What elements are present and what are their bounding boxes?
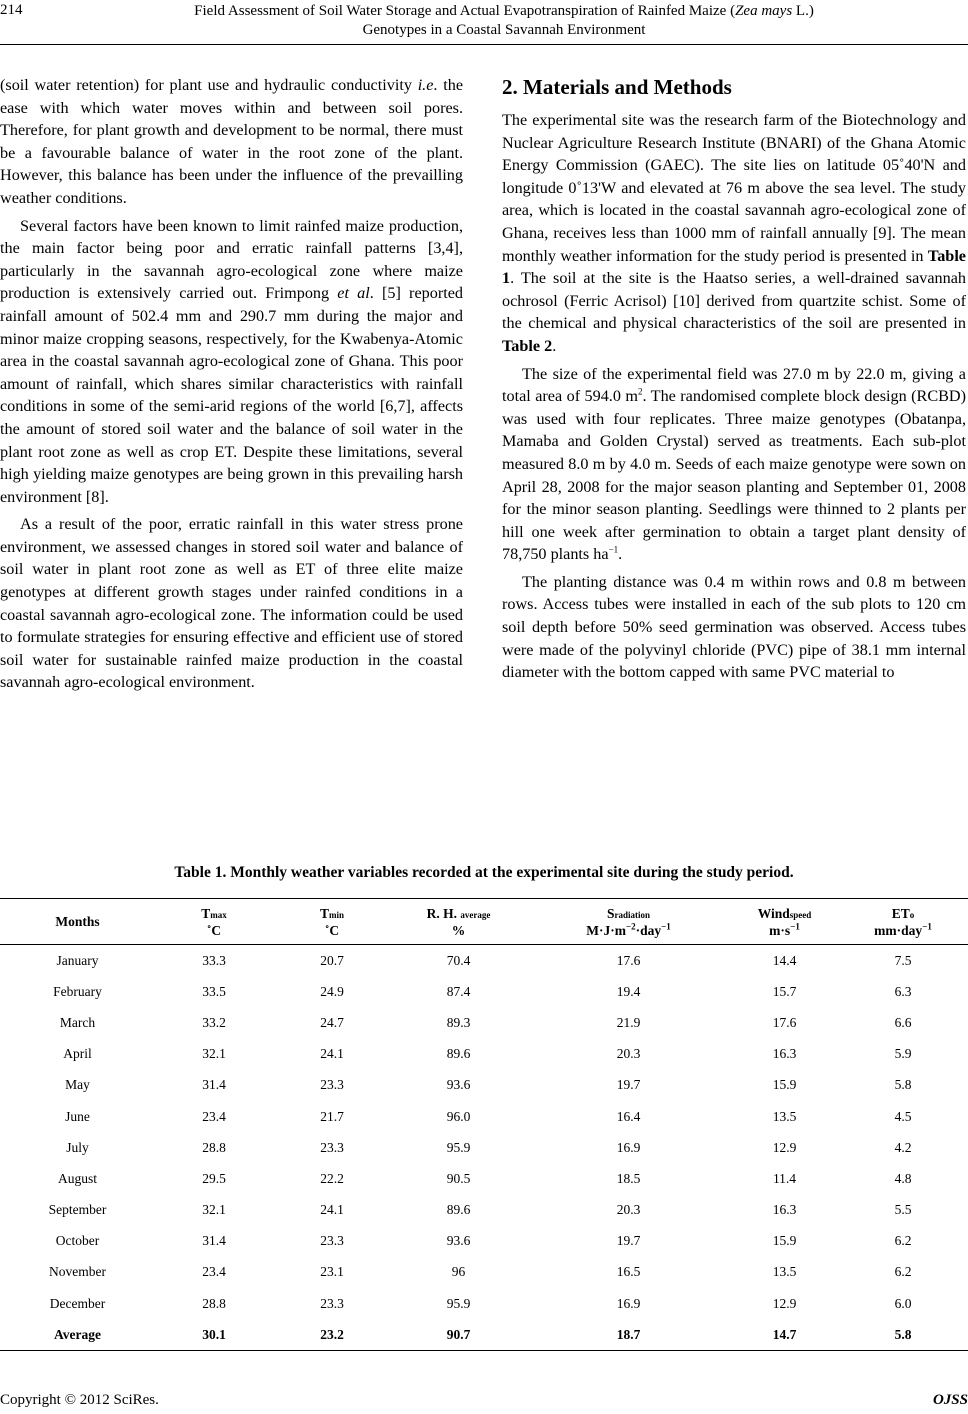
cell-radiation: 16.9 [616,1139,641,1155]
cell-wind: 13.5 [772,1108,797,1124]
running-title-species: Zea mays [735,3,793,19]
cell-eto: 6.2 [894,1233,912,1249]
cell-tmax: 32.1 [202,1046,226,1062]
cell-radiation: 16.5 [616,1264,641,1280]
header-subscript: min [329,909,345,920]
table-reference[interactable]: Table 2 [502,336,553,355]
cell-rh: 96.0 [446,1108,471,1124]
cell-eto: 4.8 [894,1170,912,1186]
cell-eto: 7.5 [894,952,912,968]
text-run: . [618,545,623,564]
cell-radiation: 20.3 [616,1046,641,1062]
cell-month: September [48,1202,107,1218]
cell-wind: 15.7 [772,983,797,999]
table-row [0,945,968,977]
cell-wind: 13.5 [772,1264,797,1280]
cell-wind: 16.3 [772,1046,797,1062]
header-symbol: ET [891,905,910,921]
cell-radiation: 19.4 [616,983,641,999]
running-title-part1: Field Assessment of Soil Water Storage and Actual Evapotranspiration of Rainfed Maize ( [194,3,736,19]
average-cell-month: Average [54,1326,101,1342]
cell-tmax: 23.4 [202,1264,226,1280]
average-cell-wind: 14.7 [772,1326,797,1342]
cell-month: May [65,1077,90,1093]
header-rule [0,44,968,45]
header-subscript: radiation [614,909,651,920]
text-run: . [5] reported rainfall amount of 502.4 mm and 290.7 mm during the major and minor maize cropping seasons, respectively, for the Kwabenya-Atomic area in the coastal savannah agro-ecological zone of Ghana. This poor amount of rainfall, which shares similar characteristics with rainfall conditions in some of the semi-arid regions of the world [6,7], affects the amount of stored soil water and the balance of soil water in the plant root zone as well as crop ET. Despite these limitations, several high yielding maize genotypes are being grown in this prevailing harsh environment [8]. [0,284,463,506]
average-cell-tmin: 23.2 [320,1326,344,1342]
running-title-part1-end: L.) [792,3,814,19]
cell-wind: 12.9 [772,1295,797,1311]
cell-radiation: 17.6 [616,952,641,968]
table-caption: Table 1. Monthly weather variables recorded at the experimental site during the study period. [174,864,794,881]
text-run: . The soil at the site is the Haatso series, a well-drained savannah ochrosol (Ferric Acrisol) [10] derived from quartzite schist. Some of the chemical and physical characteristics of the soil are presented in [502,269,966,333]
table-row [0,1101,968,1132]
text-run: Several factors have been known to limit rainfed maize production, the main factor being poor and erratic rainfall patterns [3,4], particularly in the savannah agro-ecological zone where maize production is extensively carried out. Frimpong [0,216,463,303]
table-row [0,1039,968,1070]
left-paragraph-2 [0,215,463,509]
cell-radiation: 21.9 [616,1014,641,1030]
page-number: 214 [0,2,23,18]
cell-eto: 6.2 [894,1264,912,1280]
cell-wind: 11.4 [772,1170,797,1186]
cell-radiation: 16.9 [616,1295,641,1311]
header-unit: % [451,922,466,938]
cell-month: November [49,1264,106,1280]
text-run: The size of the experimental field was 27.0 m by 22.0 m, giving a total area of 594.0 m [502,364,966,406]
table-row [0,1257,968,1288]
text-run: . [552,336,557,355]
cell-radiation: 16.4 [616,1108,641,1124]
cell-tmin: 23.3 [320,1233,344,1249]
cell-tmin: 24.1 [320,1202,344,1218]
average-cell-eto: 5.8 [894,1326,912,1342]
table-body [0,945,968,1351]
cell-tmax: 31.4 [202,1077,226,1093]
cell-month: December [49,1295,106,1311]
header-symbol: T [319,905,329,921]
table-row [0,1288,968,1319]
table-header-row [0,899,968,945]
average-cell-rh: 90.7 [446,1326,471,1342]
table-average-row [0,1319,968,1351]
text-run: The experimental site was the research farm of the Biotechnology and Nuclear Agriculture Research Institute (BNARI) of the Ghana Atomic Energy Commission (GAEC). The site lies on latitude 05˚40'N and longitude 0˚13'W and elevated at 76 m above the sea level. The study area, which is located in the coastal savannah agro-ecological zone of Ghana, receives less than 1000 mm of rainfall annually [9]. The mean monthly weather information for the study period is presented in [502,111,966,265]
text-run: . The randomised complete block design (RCBD) was used with four replicates. Three maize genotypes (Obatanpa, Mamaba and Golden Crystal) served as treatments. Each sub-plot measured 8.0 m by 4.0 m. Seeds of each maize genotype were sown on April 28, 2008 for the major season planting and September 01, 2008 for the minor season planting. Seedlings were thinned to 2 plants per hill one week after germination to obtain a target plant density of 78,750 plants ha [502,387,966,564]
text-run: . the ease with which water moves within and between soil pores. Therefore, for plant growth and development to be normal, there must be a favourable balance of water in the root zone of the plant. However, this balance has been under the influence of the prevailling weather conditions. [0,76,463,207]
cell-tmax: 28.8 [202,1295,226,1311]
weather-table [0,898,968,1351]
cell-wind: 16.3 [772,1202,797,1218]
table-row [0,1132,968,1163]
header-symbol: T [201,905,211,921]
average-cell-tmax: 30.1 [202,1326,226,1342]
right-paragraph-2 [502,363,966,566]
cell-eto: 6.0 [894,1295,912,1311]
cell-tmin: 24.9 [320,983,344,999]
cell-tmin: 24.7 [320,1014,344,1030]
header-unit: ·day [635,922,662,938]
cell-wind: 17.6 [772,1014,797,1030]
cell-tmin: 22.2 [320,1170,344,1186]
cell-eto: 4.5 [894,1108,912,1124]
cell-tmin: 23.1 [320,1264,344,1280]
cell-radiation: 20.3 [616,1202,641,1218]
cell-rh: 89.3 [446,1014,471,1030]
cell-tmax: 33.3 [202,952,226,968]
cell-rh: 95.9 [446,1295,471,1311]
cell-wind: 15.9 [772,1077,797,1093]
header-radiation [526,899,731,945]
cell-tmax: 28.8 [202,1139,226,1155]
header-tmax [155,899,273,945]
cell-tmin: 20.7 [320,952,344,968]
cell-eto: 6.3 [894,983,912,999]
cell-eto: 6.6 [894,1014,912,1030]
cell-month: April [63,1046,92,1062]
cell-tmin: 23.3 [320,1077,344,1093]
header-unit: M·J·m [586,922,626,938]
table-row [0,1195,968,1226]
cell-eto: 5.5 [894,1202,912,1218]
cell-wind: 12.9 [772,1139,797,1155]
cell-wind: 14.4 [772,952,797,968]
weather-table-container [0,898,968,1351]
header-unit-sup: −1 [661,921,671,931]
cell-rh: 89.6 [446,1202,471,1218]
text-run: (soil water retention) for plant use and hydraulic conductivity [0,76,418,94]
header-unit: m·s [769,922,791,938]
cell-wind: 15.9 [772,1233,797,1249]
journal-abbrev: OJSS [932,1392,968,1408]
copyright: Copyright © 2012 SciRes. [0,1392,159,1408]
table-reference[interactable]: Table 1 [502,246,966,288]
header-symbol: R. H. [426,905,457,921]
cell-rh: 90.5 [446,1170,471,1186]
cell-radiation: 19.7 [616,1077,641,1093]
table-row [0,1226,968,1257]
cell-tmax: 32.1 [202,1202,226,1218]
page-header [0,0,968,40]
cell-month: January [56,952,99,968]
cell-radiation: 19.7 [616,1233,641,1249]
cell-eto: 5.9 [894,1046,912,1062]
running-title-line2: Genotypes in a Coastal Savannah Environment [362,22,646,38]
cell-tmax: 29.5 [202,1170,226,1186]
header-subscript: o [909,909,915,920]
header-subscript: max [210,909,227,920]
cell-month: August [57,1170,97,1186]
cell-tmax: 31.4 [202,1233,226,1249]
running-title [40,2,968,40]
left-column [0,74,463,694]
header-subscript: speed [789,909,812,920]
average-cell-radiation: 18.7 [616,1326,641,1342]
header-symbol: Wind [757,905,790,921]
right-paragraph-3: The planting distance was 0.4 m within rows and 0.8 m between rows. Access tubes were installed in each of the sub plots to 120 cm soil depth before 50% seed germination was observed. Access tubes were made of the polyvinyl chloride (PVC) pipe of 38.1 mm internal diameter with the bottom capped with same PVC material to [502,572,966,682]
cell-rh: 95.9 [446,1139,471,1155]
cell-tmax: 23.4 [202,1108,226,1124]
table-row [0,976,968,1007]
header-symbol: S [606,905,615,921]
cell-tmax: 33.2 [202,1014,226,1030]
text-italic: et al [337,284,370,303]
cell-tmin: 23.3 [320,1295,344,1311]
cell-rh: 89.6 [446,1046,471,1062]
right-paragraph-1 [502,109,966,358]
cell-tmin: 21.7 [320,1108,344,1124]
table-row [0,1163,968,1194]
header-unit-sup: −2 [625,921,636,931]
cell-month: March [59,1014,96,1030]
header-unit: ˚C [206,922,222,938]
header-unit: ˚C [324,922,340,938]
header-unit: mm·day [874,922,923,938]
cell-eto: 5.8 [894,1077,912,1093]
cell-rh: 93.6 [446,1077,471,1093]
left-paragraph-1 [0,74,463,210]
section-heading: 2. Materials and Methods [502,75,732,99]
right-column [502,74,966,684]
header-unit-sup: −1 [790,921,800,931]
cell-month: July [66,1139,89,1155]
cell-rh: 96 [451,1264,466,1280]
header-eto [838,899,968,945]
header-wind [731,899,838,945]
cell-rh: 87.4 [446,983,471,999]
header-rh [391,899,526,945]
header-tmin [273,899,391,945]
cell-tmin: 24.1 [320,1046,344,1062]
left-paragraph-3: As a result of the poor, erratic rainfall in this water stress prone environment, we assessed changes in stored soil water and balance of soil water in plant root zone as well as ET of three elite maize genotypes at different growth stages under rainfed conditions in a coastal savannah agro-ecological zone. The information could be used to formulate strategies for ensuring effective and efficient use of stored soil water for sustainable rainfed maize production in the coastal savannah agro-ecological environment. [0,515,463,692]
cell-rh: 93.6 [446,1233,471,1249]
cell-tmax: 33.5 [202,983,226,999]
cell-month: June [65,1108,90,1124]
table-row [0,1070,968,1101]
table-row [0,1007,968,1038]
superscript: −1 [608,544,619,555]
cell-rh: 70.4 [446,952,471,968]
cell-month: October [55,1233,100,1249]
text-italic: i.e [417,76,434,94]
superscript: 2 [637,386,643,397]
header-months: Months [55,914,100,929]
cell-radiation: 18.5 [616,1170,641,1186]
header-subscript: average [460,909,491,920]
cell-tmin: 23.3 [320,1139,344,1155]
header-unit-sup: −1 [922,921,932,931]
cell-month: February [53,983,102,999]
cell-eto: 4.2 [894,1139,912,1155]
